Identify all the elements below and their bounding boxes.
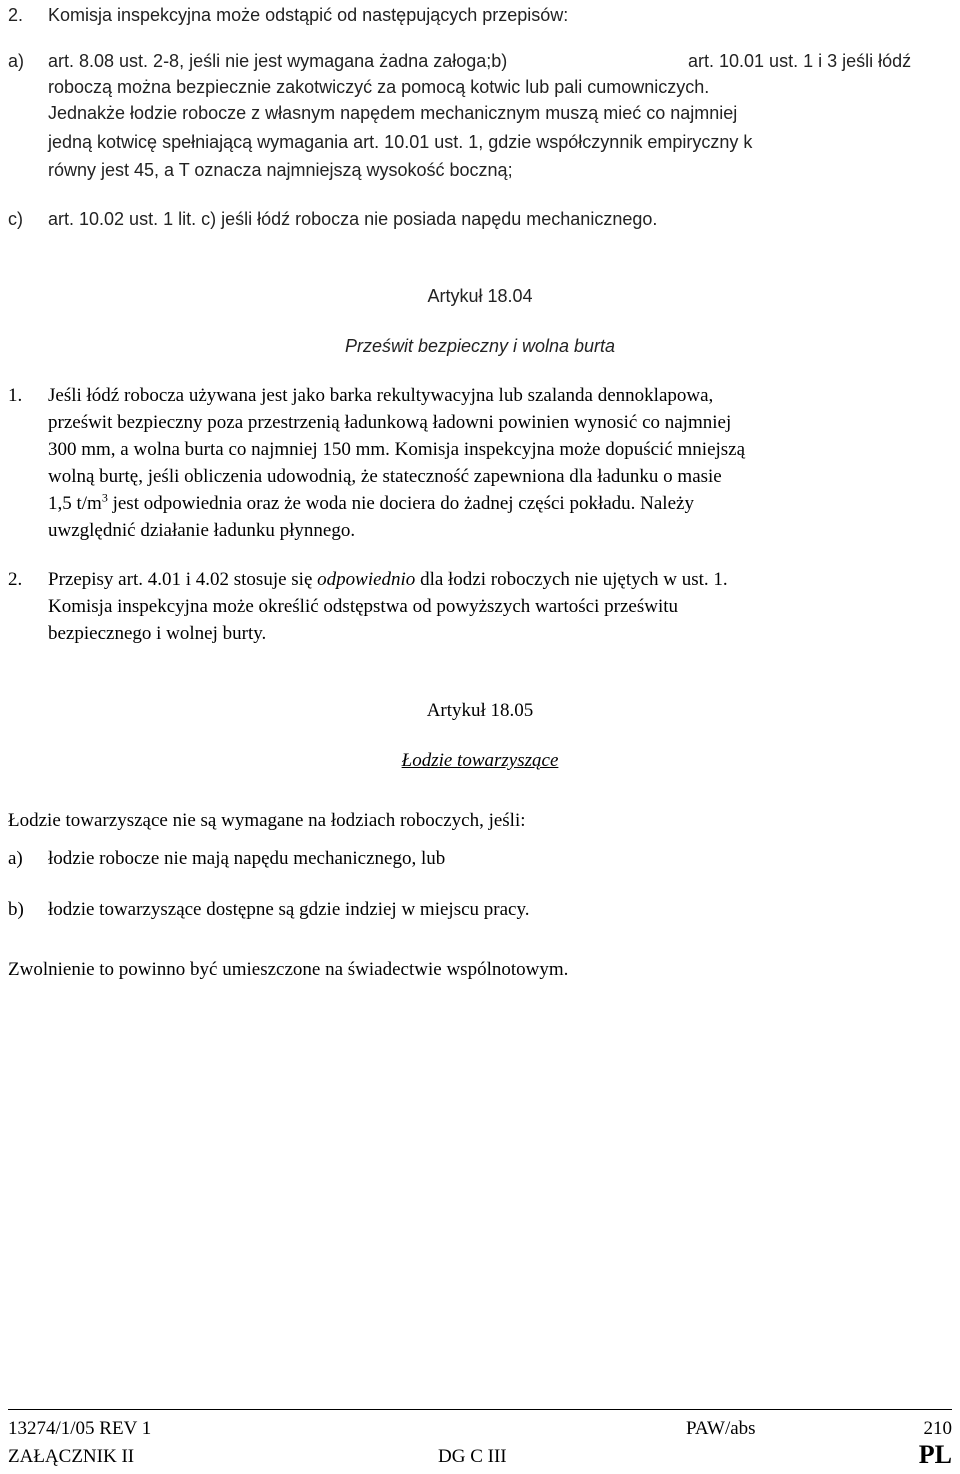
p1-line-1-text: Jeśli łódź robocza używana jest jako barka rekultywacyjna lub szalanda dennoklapowa,	[48, 385, 714, 406]
article-18-04-heading: Artykuł 18.04	[427, 286, 533, 306]
section-2-heading: Komisja inspekcyjna może odstąpić od następujących przepisów:	[48, 5, 569, 25]
item-a-row-3	[8, 100, 952, 126]
item-c-text: art. 10.02 ust. 1 lit. c) jeśli łódź robocza nie posiada napędu mechanicznego.	[48, 209, 658, 229]
p2-line-1b: dla łodzi roboczych nie ujętych w ust. 1.	[415, 569, 728, 590]
footer-language-code: PL	[918, 1440, 952, 1469]
item-a-line-1: art. 8.08 ust. 2-8, jeśli nie jest wymagana żadna załoga;b)	[48, 51, 508, 71]
section-2-item-a	[8, 48, 952, 74]
footer-page-number: 210	[923, 1418, 952, 1439]
paragraph-1-line-1	[8, 383, 952, 409]
cubic-superscript: 3	[101, 490, 108, 505]
article-18-05-closing: Zwolnienie to powinno być umieszczone na świadectwie wspólnotowym.	[8, 959, 569, 980]
item-a-row-4	[8, 129, 952, 155]
p1-line-4-text: wolną burtę, jeśli obliczenia udowodnią, że stateczność zapewniona dla ładunku o masie	[48, 466, 722, 487]
paragraph-2-line-3	[8, 621, 952, 647]
p1-line-3-text: 300 mm, a wolna burta co najmniej 150 mm. Komisja inspekcyjna może dopuścić mniejszą	[48, 439, 746, 460]
item-a-label: a)	[8, 51, 25, 71]
p1-line-5b: jest odpowiednia oraz że woda nie dociera do żadnej części pokładu. Należy	[107, 493, 694, 514]
paragraph-1-line-3	[8, 437, 952, 463]
article-18-04-subtitle: Prześwit bezpieczny i wolna burta	[344, 336, 616, 356]
article-18-05-item-a	[8, 846, 952, 872]
p1-line-6-text: uwzględnić działanie ładunku płynnego.	[48, 520, 356, 541]
item-a-line-1b: art. 10.01 ust. 1 i 3 jeśli łódź	[688, 51, 912, 71]
article-18-05-subtitle: Łodzie towarzyszące	[401, 750, 559, 771]
p1-line-5a: 1,5 t/m	[48, 493, 102, 514]
item-a-row-2	[8, 74, 952, 100]
p2-line-1-italic: odpowiednio	[317, 569, 416, 590]
article-18-05-item-b	[8, 897, 952, 923]
article-18-05-intro: Łodzie towarzyszące nie są wymagane na łodziach roboczych, jeśli:	[8, 810, 526, 831]
paragraph-2-number: 2.	[8, 569, 23, 590]
item-a-text-1805: łodzie robocze nie mają napędu mechanicznego, lub	[48, 848, 446, 869]
footer-divider	[8, 1409, 952, 1410]
item-b-text-1805: łodzie towarzyszące dostępne są gdzie indziej w miejscu pracy.	[48, 899, 530, 920]
paragraph-1-line-5	[8, 491, 952, 517]
paragraph-1-line-6	[8, 518, 952, 544]
footer-dg: DG C III	[438, 1446, 507, 1467]
paragraph-1-number: 1.	[8, 385, 23, 406]
p1-line-2-text: prześwit bezpieczny poza przestrzenią ładunkową ładowni powinien wynosić co najmniej	[48, 412, 732, 433]
paragraph-1-line-4	[8, 464, 952, 490]
item-a-row-5	[8, 157, 952, 183]
item-a-label-1805: a)	[8, 848, 23, 869]
footer-author: PAW/abs	[686, 1418, 756, 1439]
item-a-line-3: Jednakże łodzie robocze z własnym napędem mechanicznym muszą mieć co najmniej	[48, 103, 738, 123]
paragraph-1-line-2	[8, 410, 952, 436]
item-a-line-2: roboczą można bezpiecznie zakotwiczyć za pomocą kotwic lub pali cumowniczych.	[48, 77, 710, 97]
item-a-line-5: równy jest 45, a T oznacza najmniejszą wysokość boczną;	[48, 160, 513, 180]
section-2-number: 2.	[8, 5, 24, 25]
p2-line-1a: Przepisy art. 4.01 i 4.02 stosuje się	[48, 569, 318, 590]
item-c-label: c)	[8, 209, 23, 229]
p2-line-3-text: bezpiecznego i wolnej burty.	[48, 623, 267, 644]
section-2-item-c	[8, 206, 952, 232]
paragraph-2-line-1	[8, 567, 952, 593]
item-a-line-4: jedną kotwicę spełniającą wymagania art. 10.01 ust. 1, gdzie współczynnik empiryczny k	[48, 132, 753, 152]
item-b-label-1805: b)	[8, 899, 24, 920]
paragraph-2-line-2	[8, 594, 952, 620]
footer-doc-ref: 13274/1/05 REV 1	[8, 1418, 152, 1439]
footer-annex: ZAŁĄCZNIK II	[8, 1446, 135, 1467]
p1-line-5-text	[48, 491, 952, 517]
p2-line-1-text	[48, 567, 952, 593]
p2-line-2-text: Komisja inspekcyjna może określić odstępstwa od powyższych wartości prześwitu	[48, 596, 679, 617]
article-18-05-heading: Artykuł 18.05	[426, 700, 534, 721]
